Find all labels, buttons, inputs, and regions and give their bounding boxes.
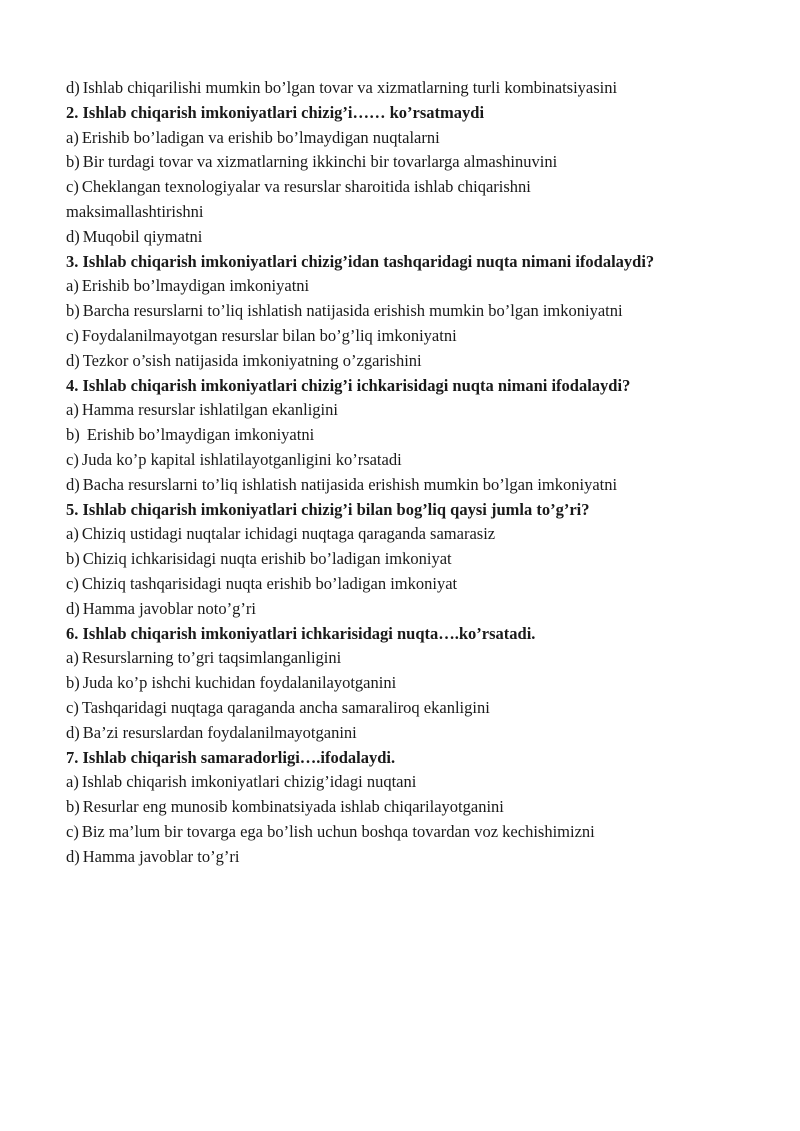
answer-option — [66, 845, 766, 870]
option-text: Tezkor o’sish natijasida imkoniyatning o’zgarishini — [82, 350, 422, 370]
answer-option — [66, 646, 766, 671]
option-text: Muqobil qiymatni — [82, 226, 203, 246]
answer-option — [66, 299, 766, 324]
option-label: c) — [66, 449, 79, 469]
option-label: d) — [66, 722, 80, 742]
answer-option — [66, 225, 766, 250]
option-text: Ishlab chiqarish imkoniyatlari chizig’idagi nuqtani — [81, 772, 417, 792]
option-label: a) — [66, 772, 79, 792]
option-text: Chiziq ichkarisidagi nuqta erishib bo’ladigan imkoniyat — [82, 549, 452, 569]
answer-option — [66, 721, 766, 746]
option-label: c) — [66, 573, 79, 593]
option-text: Ba’zi resurslardan foydalanilmayotganini — [82, 722, 357, 742]
option-label: d) — [66, 846, 80, 866]
option-label: b) — [66, 797, 80, 817]
answer-option — [66, 696, 766, 721]
option-text: Bacha resurslarni to’liq ishlatish natijasida erishish mumkin bo’lgan imkoniyatni — [82, 474, 618, 494]
answer-option — [66, 448, 766, 473]
option-text: Hamma javoblar to’g’ri — [82, 846, 240, 866]
option-label: b) — [66, 301, 80, 321]
answer-option — [66, 324, 766, 349]
question-heading — [66, 250, 766, 275]
question-text: 3. Ishlab chiqarish imkoniyatlari chizig’idan tashqaridagi nuqta nimani ifodalaydi? — [66, 251, 655, 271]
option-label: c) — [66, 821, 79, 841]
option-label: b) — [66, 425, 80, 445]
question-heading — [66, 746, 766, 771]
option-continuation — [66, 200, 766, 225]
quiz-content — [66, 76, 766, 870]
question-text: 2. Ishlab chiqarish imkoniyatlari chizig’i…… ko’rsatmaydi — [66, 102, 485, 122]
option-text: Tashqaridagi nuqtaga qaraganda ancha samaraliroq ekanligini — [81, 697, 490, 717]
option-text: Hamma javoblar noto’g’ri — [82, 598, 256, 618]
option-text: Juda ko’p ishchi kuchidan foydalanilayotganini — [82, 673, 397, 693]
answer-option — [66, 473, 766, 498]
option-text: Bir turdagi tovar va xizmatlarning ikkinchi bir tovarlarga almashinuvini — [82, 152, 558, 172]
option-text: Erishib bo’lmaydigan imkoniyatni — [82, 425, 315, 445]
answer-option — [66, 522, 766, 547]
question-heading — [66, 101, 766, 126]
answer-option — [66, 547, 766, 572]
option-label: d) — [66, 226, 80, 246]
answer-option — [66, 671, 766, 696]
option-text: Biz ma’lum bir tovarga ega bo’lish uchun boshqa tovardan voz kechishimizni — [81, 821, 595, 841]
option-label: d) — [66, 474, 80, 494]
option-text: Ishlab chiqarilishi mumkin bo’lgan tovar va xizmatlarning turli kombinatsiyasini — [82, 78, 618, 97]
option-label: d) — [66, 598, 80, 618]
answer-option — [66, 597, 766, 622]
option-label: d) — [66, 350, 80, 370]
question-heading — [66, 622, 766, 647]
option-label: a) — [66, 524, 79, 544]
answer-option — [66, 398, 766, 423]
option-text: Resurlar eng munosib kombinatsiyada ishlab chiqarilayotganini — [82, 797, 504, 817]
option-text: Hamma resurslar ishlatilgan ekanligini — [81, 400, 338, 420]
option-label: a) — [66, 400, 79, 420]
question-heading — [66, 498, 766, 523]
option-label: a) — [66, 276, 79, 296]
option-label: b) — [66, 673, 80, 693]
option-text: Erishib bo’ladigan va erishib bo’lmaydigan nuqtalarni — [81, 127, 440, 147]
option-label: a) — [66, 648, 79, 668]
option-label: d) — [66, 78, 80, 97]
option-text: Juda ko’p kapital ishlatilayotganligini ko’rsatadi — [81, 449, 402, 469]
question-text: 4. Ishlab chiqarish imkoniyatlari chizig’i ichkarisidagi nuqta nimani ifodalaydi? — [66, 375, 631, 395]
option-label: b) — [66, 549, 80, 569]
option-label: c) — [66, 325, 79, 345]
answer-option — [66, 150, 766, 175]
answer-option — [66, 76, 766, 101]
option-label: b) — [66, 152, 80, 172]
answer-option — [66, 274, 766, 299]
option-text: Chiziq ustidagi nuqtalar ichidagi nuqtaga qaraganda samarasiz — [81, 524, 496, 544]
question-heading — [66, 374, 766, 399]
option-text: Foydalanilmayotgan resurslar bilan bo’g’liq imkoniyatni — [81, 325, 457, 345]
answer-option — [66, 770, 766, 795]
option-label: a) — [66, 127, 79, 147]
question-text: 6. Ishlab chiqarish imkoniyatlari ichkarisidagi nuqta….ko’rsatadi. — [66, 623, 536, 643]
option-text: maksimallashtirishni — [66, 201, 204, 221]
option-text: Erishib bo’lmaydigan imkoniyatni — [81, 276, 310, 296]
option-label: c) — [66, 177, 79, 197]
answer-option — [66, 820, 766, 845]
answer-option — [66, 126, 766, 151]
option-text: Chiziq tashqarisidagi nuqta erishib bo’ladigan imkoniyat — [81, 573, 458, 593]
answer-option — [66, 795, 766, 820]
option-text: Resurslarning to’gri taqsimlanganligini — [81, 648, 342, 668]
option-text: Cheklangan texnologiyalar va resurslar sharoitida ishlab chiqarishni — [81, 177, 531, 197]
question-text: 5. Ishlab chiqarish imkoniyatlari chizig’i bilan bog’liq qaysi jumla to’g’ri? — [66, 499, 590, 519]
answer-option — [66, 572, 766, 597]
option-label: c) — [66, 697, 79, 717]
answer-option — [66, 175, 766, 200]
question-text: 7. Ishlab chiqarish samaradorligi….ifodalaydi. — [66, 747, 396, 767]
option-text: Barcha resurslarni to’liq ishlatish natijasida erishish mumkin bo’lgan imkoniyatni — [82, 301, 623, 321]
document-page — [66, 76, 766, 870]
answer-option — [66, 349, 766, 374]
answer-option — [66, 423, 766, 448]
